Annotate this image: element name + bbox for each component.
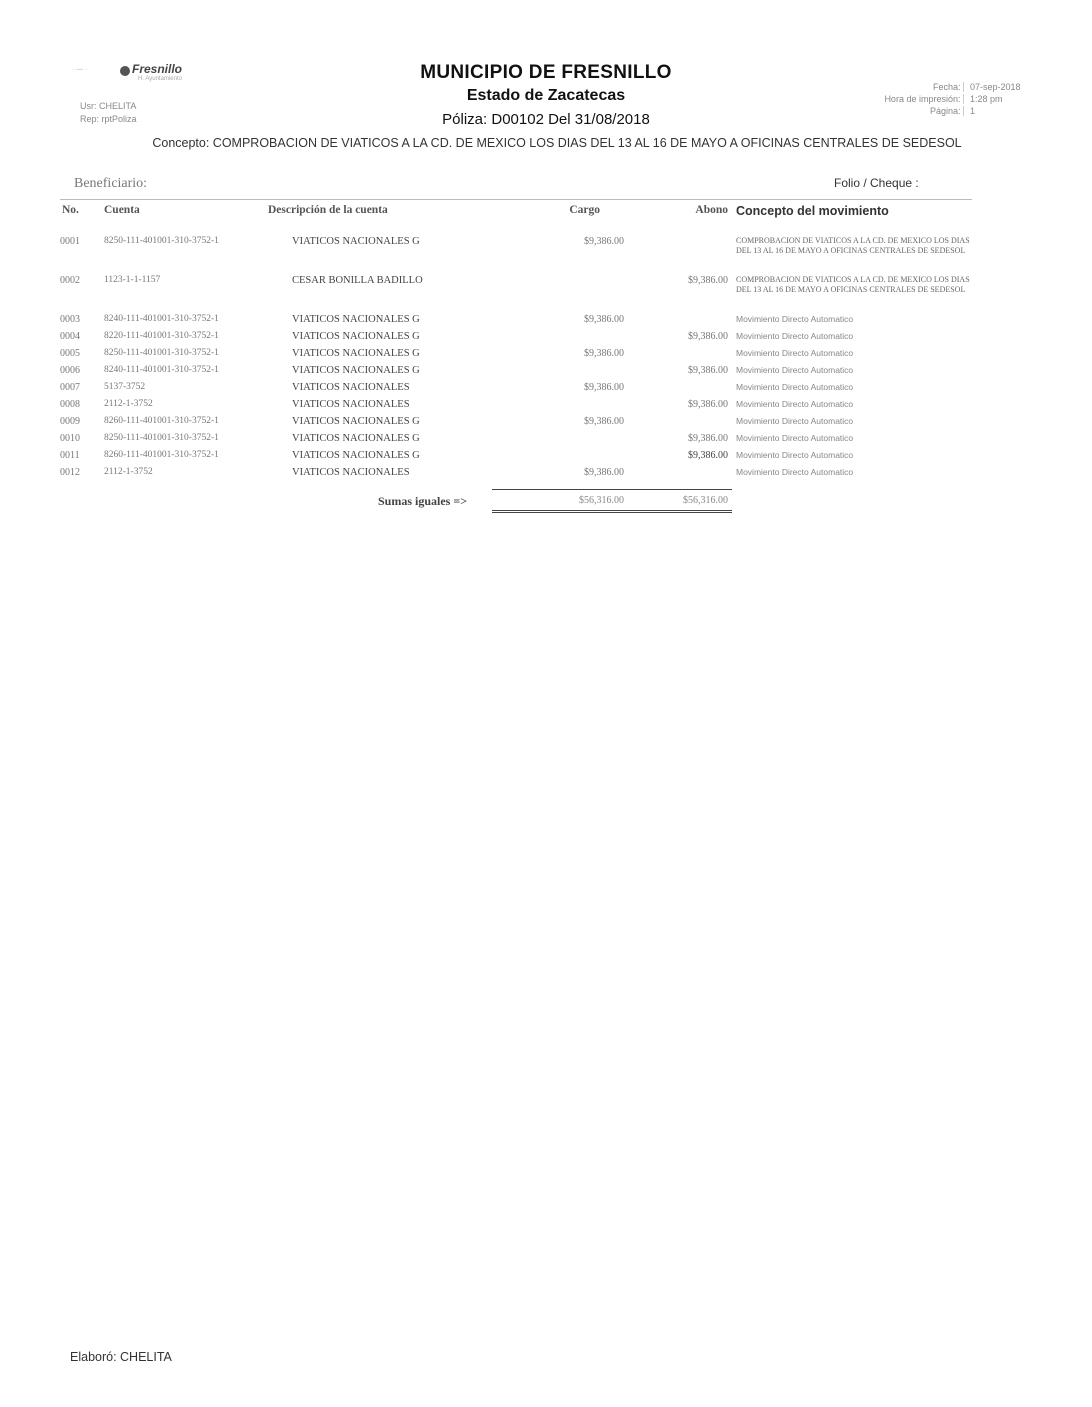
row-no: 0011 (60, 450, 80, 461)
row-no: 0008 (60, 399, 80, 410)
fecha-value: 07-sep-2018 (963, 82, 1030, 92)
total-abono: $56,316.00 (683, 495, 728, 506)
poliza-line: Póliza: D00102 Del 31/08/2018 (442, 111, 650, 128)
col-header-abono: Abono (695, 204, 728, 216)
row-cargo: $9,386.00 (584, 236, 624, 247)
row-no: 0002 (60, 275, 80, 286)
row-descripcion: VIATICOS NACIONALES G (292, 433, 420, 444)
row-cuenta: 8250-111-401001-310-3752-1 (104, 348, 219, 358)
row-concepto: Movimiento Directo Automatico (736, 399, 854, 409)
row-descripcion: VIATICOS NACIONALES G (292, 450, 420, 461)
row-descripcion: VIATICOS NACIONALES G (292, 331, 420, 342)
beneficiario-label: Beneficiario: (74, 176, 148, 191)
hora-label: Hora de impresión: (884, 94, 961, 104)
row-cuenta: 8250-111-401001-310-3752-1 (104, 433, 219, 443)
pagina-value: 1 (963, 106, 1030, 116)
row-descripcion: VIATICOS NACIONALES (292, 382, 410, 393)
row-concepto: Movimiento Directo Automatico (736, 331, 854, 341)
row-descripcion: VIATICOS NACIONALES (292, 467, 410, 478)
logo-mark: · — · (72, 66, 88, 73)
row-concepto: COMPROBACION DE VIATICOS A LA CD. DE MEXICO LOS DIAS DEL 13 AL 16 DE MAYO A OFICINAS CENTRALES DE SEDESOL (736, 275, 970, 294)
totals-double-rule (492, 510, 732, 513)
row-no: 0007 (60, 382, 80, 393)
row-descripcion: CESAR BONILLA BADILLO (292, 275, 423, 286)
row-no: 0003 (60, 314, 80, 325)
concepto-text: Concepto: COMPROBACION DE VIATICOS A LA CD. DE MEXICO LOS DIAS DEL 13 AL 16 DE MAYO A OFICINAS CENTRALES DE SEDESOL (152, 136, 962, 150)
row-no: 0012 (60, 467, 80, 478)
totals-label: Sumas iguales => (378, 494, 468, 508)
hora-value: 1:28 pm (963, 94, 1030, 104)
folio-label: Folio / Cheque : (834, 176, 919, 190)
col-header-no: No. (62, 204, 79, 216)
row-concepto: Movimiento Directo Automatico (736, 450, 854, 460)
row-cuenta: 8240-111-401001-310-3752-1 (104, 365, 219, 375)
row-concepto: Movimiento Directo Automatico (736, 416, 854, 426)
row-concepto: Movimiento Directo Automatico (736, 382, 854, 392)
row-concepto: Movimiento Directo Automatico (736, 467, 854, 477)
row-cargo: $9,386.00 (584, 348, 624, 359)
row-abono: $9,386.00 (688, 331, 728, 342)
row-cargo: $9,386.00 (584, 416, 624, 427)
row-abono: $9,386.00 (688, 433, 728, 444)
row-descripcion: VIATICOS NACIONALES G (292, 236, 420, 247)
row-cuenta: 8240-111-401001-310-3752-1 (104, 314, 219, 324)
logo-text: Fresnillo (132, 62, 183, 76)
fecha-label: Fecha: (932, 82, 961, 92)
row-no: 0006 (60, 365, 80, 376)
col-header-descripcion: Descripción de la cuenta (268, 204, 388, 216)
row-cargo: $9,386.00 (584, 314, 624, 325)
row-no: 0010 (60, 433, 80, 444)
row-cuenta: 8250-111-401001-310-3752-1 (104, 236, 219, 246)
row-descripcion: VIATICOS NACIONALES (292, 399, 410, 410)
row-cuenta: 8220-111-401001-310-3752-1 (104, 331, 219, 341)
col-header-cargo: Cargo (569, 204, 600, 216)
row-cargo: $9,386.00 (584, 382, 624, 393)
row-cargo: $9,386.00 (584, 467, 624, 478)
report-label: Rep: rptPoliza (80, 114, 137, 124)
hora-row (820, 94, 1030, 104)
row-cuenta: 2112-1-3752 (104, 467, 153, 477)
row-descripcion: VIATICOS NACIONALES G (292, 365, 420, 376)
col-header-cuenta: Cuenta (104, 204, 140, 216)
table-row (0, 275, 1092, 311)
pagina-row (820, 106, 1030, 116)
document-subtitle: Estado de Zacatecas (466, 87, 626, 104)
row-no: 0001 (60, 236, 80, 247)
row-descripcion: VIATICOS NACIONALES G (292, 416, 420, 427)
row-concepto: Movimiento Directo Automatico (736, 314, 854, 324)
row-cuenta: 1123-1-1-1157 (104, 275, 161, 285)
row-cuenta: 8260-111-401001-310-3752-1 (104, 450, 219, 460)
row-abono: $9,386.00 (688, 399, 728, 410)
row-no: 0005 (60, 348, 80, 359)
row-descripcion: VIATICOS NACIONALES G (292, 314, 420, 325)
total-cargo: $56,316.00 (579, 495, 624, 506)
row-cuenta: 2112-1-3752 (104, 399, 153, 409)
table-row (0, 236, 1092, 272)
row-abono: $9,386.00 (688, 275, 728, 286)
document-title: MUNICIPIO DE FRESNILLO (420, 62, 672, 83)
elaboro-label: Elaboró: CHELITA (70, 1350, 172, 1364)
logo-subtext: H. Ayuntamiento (138, 76, 182, 82)
row-no: 0004 (60, 331, 80, 342)
pagina-label: Página: (929, 106, 961, 116)
row-cuenta: 8260-111-401001-310-3752-1 (104, 416, 219, 426)
row-concepto: Movimiento Directo Automatico (736, 433, 854, 443)
user-label: Usr: CHELITA (80, 101, 137, 111)
row-concepto: COMPROBACION DE VIATICOS A LA CD. DE MEXICO LOS DIAS DEL 13 AL 16 DE MAYO A OFICINAS CENTRALES DE SEDESOL (736, 236, 970, 255)
fecha-row (820, 82, 1030, 92)
row-concepto: Movimiento Directo Automatico (736, 365, 854, 375)
row-concepto: Movimiento Directo Automatico (736, 348, 854, 358)
col-header-concepto: Concepto del movimiento (736, 204, 889, 218)
row-abono: $9,386.00 (688, 365, 728, 376)
row-descripcion: VIATICOS NACIONALES G (292, 348, 420, 359)
header-divider (60, 199, 972, 200)
row-cuenta: 5137-3752 (104, 382, 146, 392)
totals-top-rule (492, 489, 732, 490)
row-no: 0009 (60, 416, 80, 427)
row-abono: $9,386.00 (688, 450, 728, 461)
